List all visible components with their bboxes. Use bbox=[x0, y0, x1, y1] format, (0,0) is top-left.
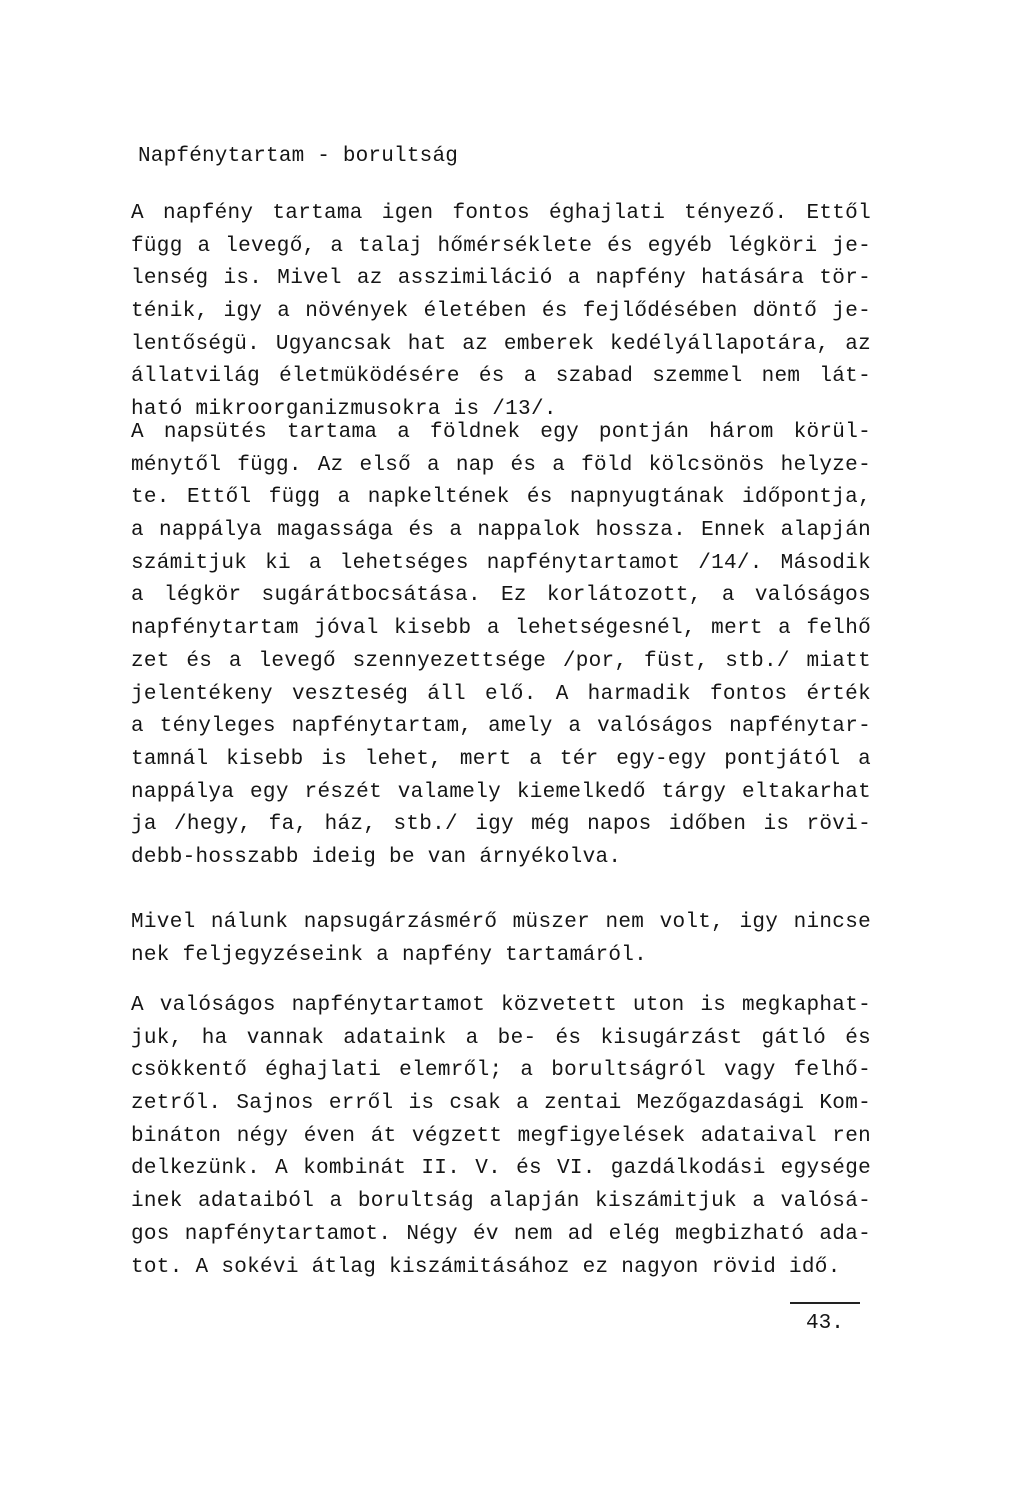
text-line: a nappálya magassága és a nappalok hossza. Ennek alapján bbox=[131, 519, 871, 543]
text-line: ja /hegy, fa, ház, stb./ igy még napos időben is rövi- bbox=[131, 813, 871, 837]
text-line: állatvilág életmüködésére és a szabad szemmel nem lát- bbox=[131, 365, 871, 389]
text-line: nappálya egy részét valamely kiemelkedő tárgy eltakarhat bbox=[131, 780, 871, 804]
paragraph-4 bbox=[131, 990, 871, 1284]
text-line: lentőségü. Ugyancsak hat az emberek kedélyállapotára, az bbox=[131, 332, 871, 356]
text-line: delkezünk. A kombinát II. V. és VI. gazdálkodási egysége bbox=[131, 1157, 871, 1181]
paragraph-1 bbox=[131, 198, 871, 427]
text-line: számitjuk ki a lehetséges napfénytartamot /14/. Második bbox=[131, 551, 871, 575]
text-line: ténik, igy a növények életében és fejlődésében döntő je- bbox=[131, 300, 871, 324]
text-line: A napsütés tartama a földnek egy pontján három körül- bbox=[131, 421, 871, 444]
text-line: Mivel nálunk napsugárzásmérő müszer nem volt, igy nincse bbox=[131, 911, 871, 934]
text-line: ménytől függ. Az első a nap és a föld kölcsönös helyze- bbox=[131, 453, 871, 477]
text-line: tamnál kisebb is lehet, mert a tér egy-egy pontjától a bbox=[131, 747, 871, 771]
text-line: debb-hosszabb ideig be van árnyékolva. bbox=[131, 845, 622, 869]
text-line: zetről. Sajnos erről is csak a zentai Mezőgazdasági Kom- bbox=[131, 1092, 871, 1116]
page-title: Napfénytartam - borultság bbox=[138, 145, 459, 168]
paragraph-2 bbox=[131, 417, 871, 875]
text-line: bináton négy éven át végzett megfigyelések adataival ren bbox=[131, 1124, 871, 1148]
text-line: csökkentő éghajlati elemről; a borultságról vagy felhő- bbox=[131, 1059, 871, 1083]
text-line: függ a levegő, a talaj hőmérséklete és egyéb légköri je- bbox=[131, 234, 871, 258]
text-line: A napfény tartama igen fontos éghajlati tényező. Ettől bbox=[131, 202, 871, 225]
text-line: te. Ettől függ a napkeltének és napnyugtának időpontja, bbox=[131, 486, 871, 510]
text-line: gos napfénytartamot. Négy év nem ad elég megbizható ada- bbox=[131, 1222, 871, 1246]
text-line: tot. A sokévi átlag kiszámitásához ez nagyon rövid idő. bbox=[131, 1255, 841, 1279]
text-line: a tényleges napfénytartam, amely a valóságos napfénytar- bbox=[131, 715, 871, 739]
text-line: ható mikroorganizmusokra is /13/. bbox=[131, 398, 557, 422]
text-line: nek feljegyzéseink a napfény tartamáról. bbox=[131, 943, 648, 967]
text-line: juk, ha vannak adataink a be- és kisugárzást gátló és bbox=[131, 1026, 871, 1050]
paragraph-3 bbox=[131, 907, 871, 972]
text-line: jelentékeny veszteség áll elő. A harmadik fontos érték bbox=[131, 682, 871, 706]
text-line: inek adataiból a borultság alapján kiszámitjuk a valósá- bbox=[131, 1190, 871, 1214]
page-number: 43. bbox=[806, 1312, 844, 1335]
text-line: A valóságos napfénytartamot közvetett uton is megkaphat- bbox=[131, 994, 871, 1017]
text-line: napfénytartam jóval kisebb a lehetségesnél, mert a felhő bbox=[131, 617, 871, 641]
text-line: lenség is. Mivel az asszimiláció a napfény hatására tör- bbox=[131, 267, 871, 291]
page-number-rule bbox=[790, 1302, 860, 1304]
text-line: zet és a levegő szennyezettsége /por, füst, stb./ miatt bbox=[131, 649, 871, 673]
text-line: a légkör sugárátbocsátása. Ez korlátozott, a valóságos bbox=[131, 584, 871, 608]
